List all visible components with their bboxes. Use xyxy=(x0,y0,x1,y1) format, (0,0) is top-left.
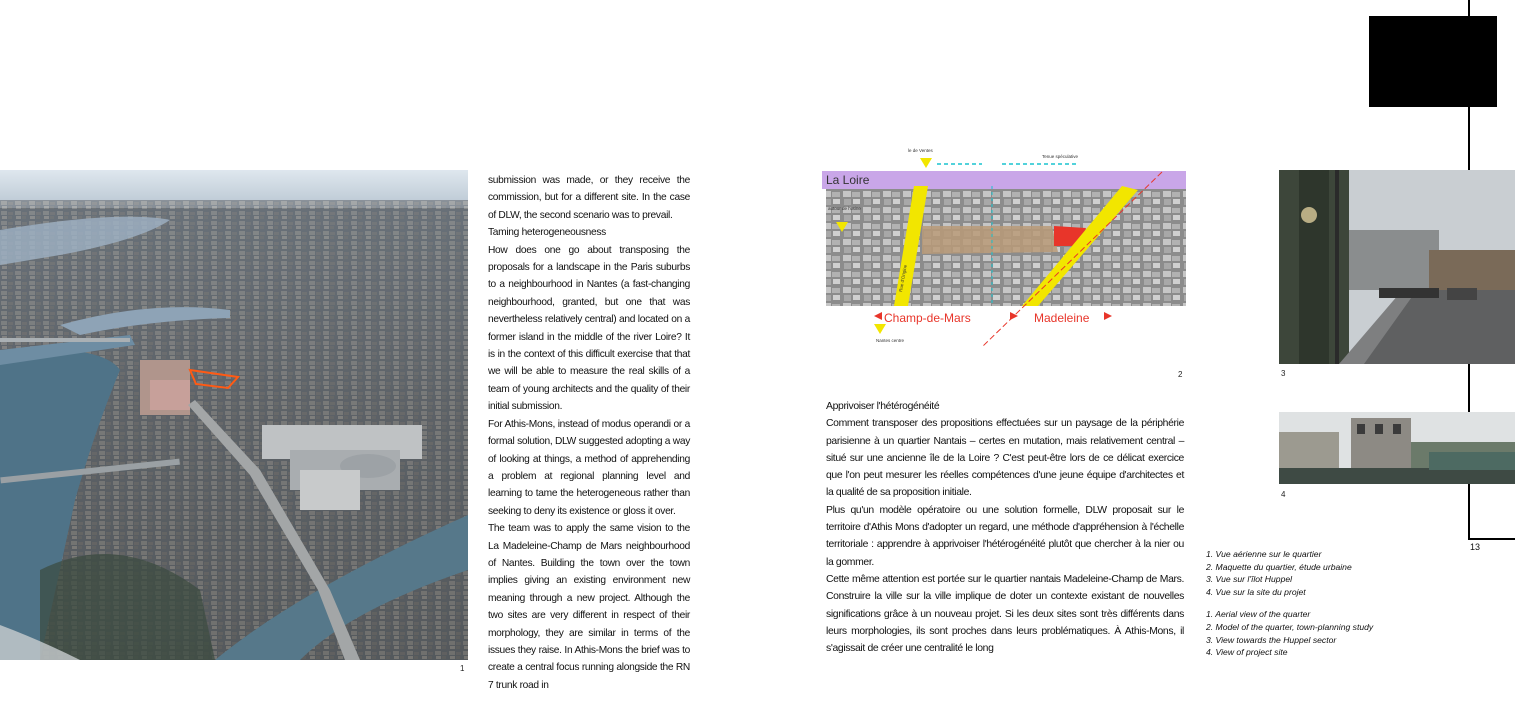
figure-number: 1 xyxy=(460,664,465,673)
district-label-left: Champ-de-Mars xyxy=(884,311,971,325)
paragraph: The team was to apply the same vision to the La Madeleine-Champ de Mars neighbourhood of Nantes. Building the town over the town implies giving an existing environment new meaning through a new project. Although the two sites are very different in respect of their morphology, they are similar in terms of the issues they raise. In Athis-Mons the brief was to create a central focus running alongside the RN 7 trunk road in xyxy=(488,523,690,691)
caption-fr: 4. Vue sur la site du projet xyxy=(1206,586,1306,597)
figure-number: 3 xyxy=(1281,369,1286,378)
caption-fr: 3. Vue sur l'îlot Huppel xyxy=(1206,574,1293,585)
caption-en: 1. Aerial view of the quarter xyxy=(1206,609,1311,620)
captions xyxy=(1206,548,1406,659)
french-text-column xyxy=(826,398,1184,657)
street-photo xyxy=(1279,170,1515,364)
axis-label: Rue d'Origine xyxy=(898,264,908,293)
caption-en: 2. Model of the quarter, town-planning study xyxy=(1206,621,1374,632)
paragraph: Comment transposer des propositions effectuées sur un paysage de la périphérie parisienne à un quartier Nantais – certes en mutation, mais relativement central – situé sur une ancienne île de la Loire ? C'est peut-être lors de ce délicat exercice que l'on peut mesurer les réelles compétences d'une jeune équipe d'architectes et la qualité de sa proposition initiale. xyxy=(826,418,1184,499)
river-label: La Loire xyxy=(826,173,870,187)
marker-left-label: autour de l'usine xyxy=(828,206,861,211)
caption-en: 4. View of project site xyxy=(1206,647,1288,658)
black-box xyxy=(1369,16,1497,107)
marker-top-right-label: Tenue spéculative xyxy=(1042,154,1079,159)
figure-number: 4 xyxy=(1281,490,1286,499)
caption-fr: 1. Vue aérienne sur le quartier xyxy=(1206,549,1322,559)
subheading: Apprivoiser l'hétérogénéité xyxy=(826,401,940,412)
subheading: Taming heterogeneousness xyxy=(488,227,606,239)
caption-fr: 2. Maquette du quartier, étude urbaine xyxy=(1206,561,1352,572)
aerial-photo xyxy=(0,170,468,660)
page-number: 13 xyxy=(1470,542,1481,552)
paragraph: For Athis-Mons, instead of modus operandi or a formal solution, DLW suggested adopting a way of looking at things, a method of apprehending a problem at regional planning level and learning to tame the heterogeneous rather than seeking to deny its existence or gloss it over. xyxy=(488,418,690,517)
paragraph: How does one go about transposing the proposals for a landscape in the Paris suburbs to a neighbourhood in Nantes (a fast-changing neighbourhood, granted, but one that was nevertheless relatively central) and located on a former island in the middle of the river Loire? It is in the context of this difficult exercise that that we will be able to measure the real skills of a team of young architects and the quality of their initial submission. xyxy=(488,244,690,413)
paragraph: Cette même attention est portée sur le quartier nantais Madeleine-Champ de Mars. Construire la ville sur la ville implique de doter un contexte existant de nouvelles significations grâce à un nouveau projet. Si les deux sites sont très différents dans leurs morphologies, ils sont proches dans leurs problématiques. À Athis-Mons, il s'agissait de créer une centralité le long xyxy=(826,573,1184,655)
paragraph: submission was made, or they receive the commission, but for a different site. In the case of DLW, the second scenario was to prevail. xyxy=(488,175,690,221)
figure-number: 2 xyxy=(1178,370,1183,379)
caption-en: 3. View towards the Huppel sector xyxy=(1206,634,1337,645)
urban-model-figure xyxy=(822,142,1188,350)
project-site-photo xyxy=(1279,412,1515,484)
marker-top-left-label: le de Ventes xyxy=(908,148,933,153)
english-text-column xyxy=(488,172,690,694)
horizontal-rule xyxy=(1468,538,1515,540)
marker-bottom-label: Nantes centre xyxy=(876,338,905,343)
river-band xyxy=(822,171,1186,189)
district-label-right: Madeleine xyxy=(1034,311,1090,325)
paragraph: Plus qu'un modèle opératoire ou une solution formelle, DLW proposait sur le territoire d'Athis Mons d'adopter un regard, une méthode d'appréhension à l'échelle territoriale : apprendre à apprivoiser l'hétérogénéité plutôt que chercher à la nier ou la gommer. xyxy=(826,504,1184,568)
